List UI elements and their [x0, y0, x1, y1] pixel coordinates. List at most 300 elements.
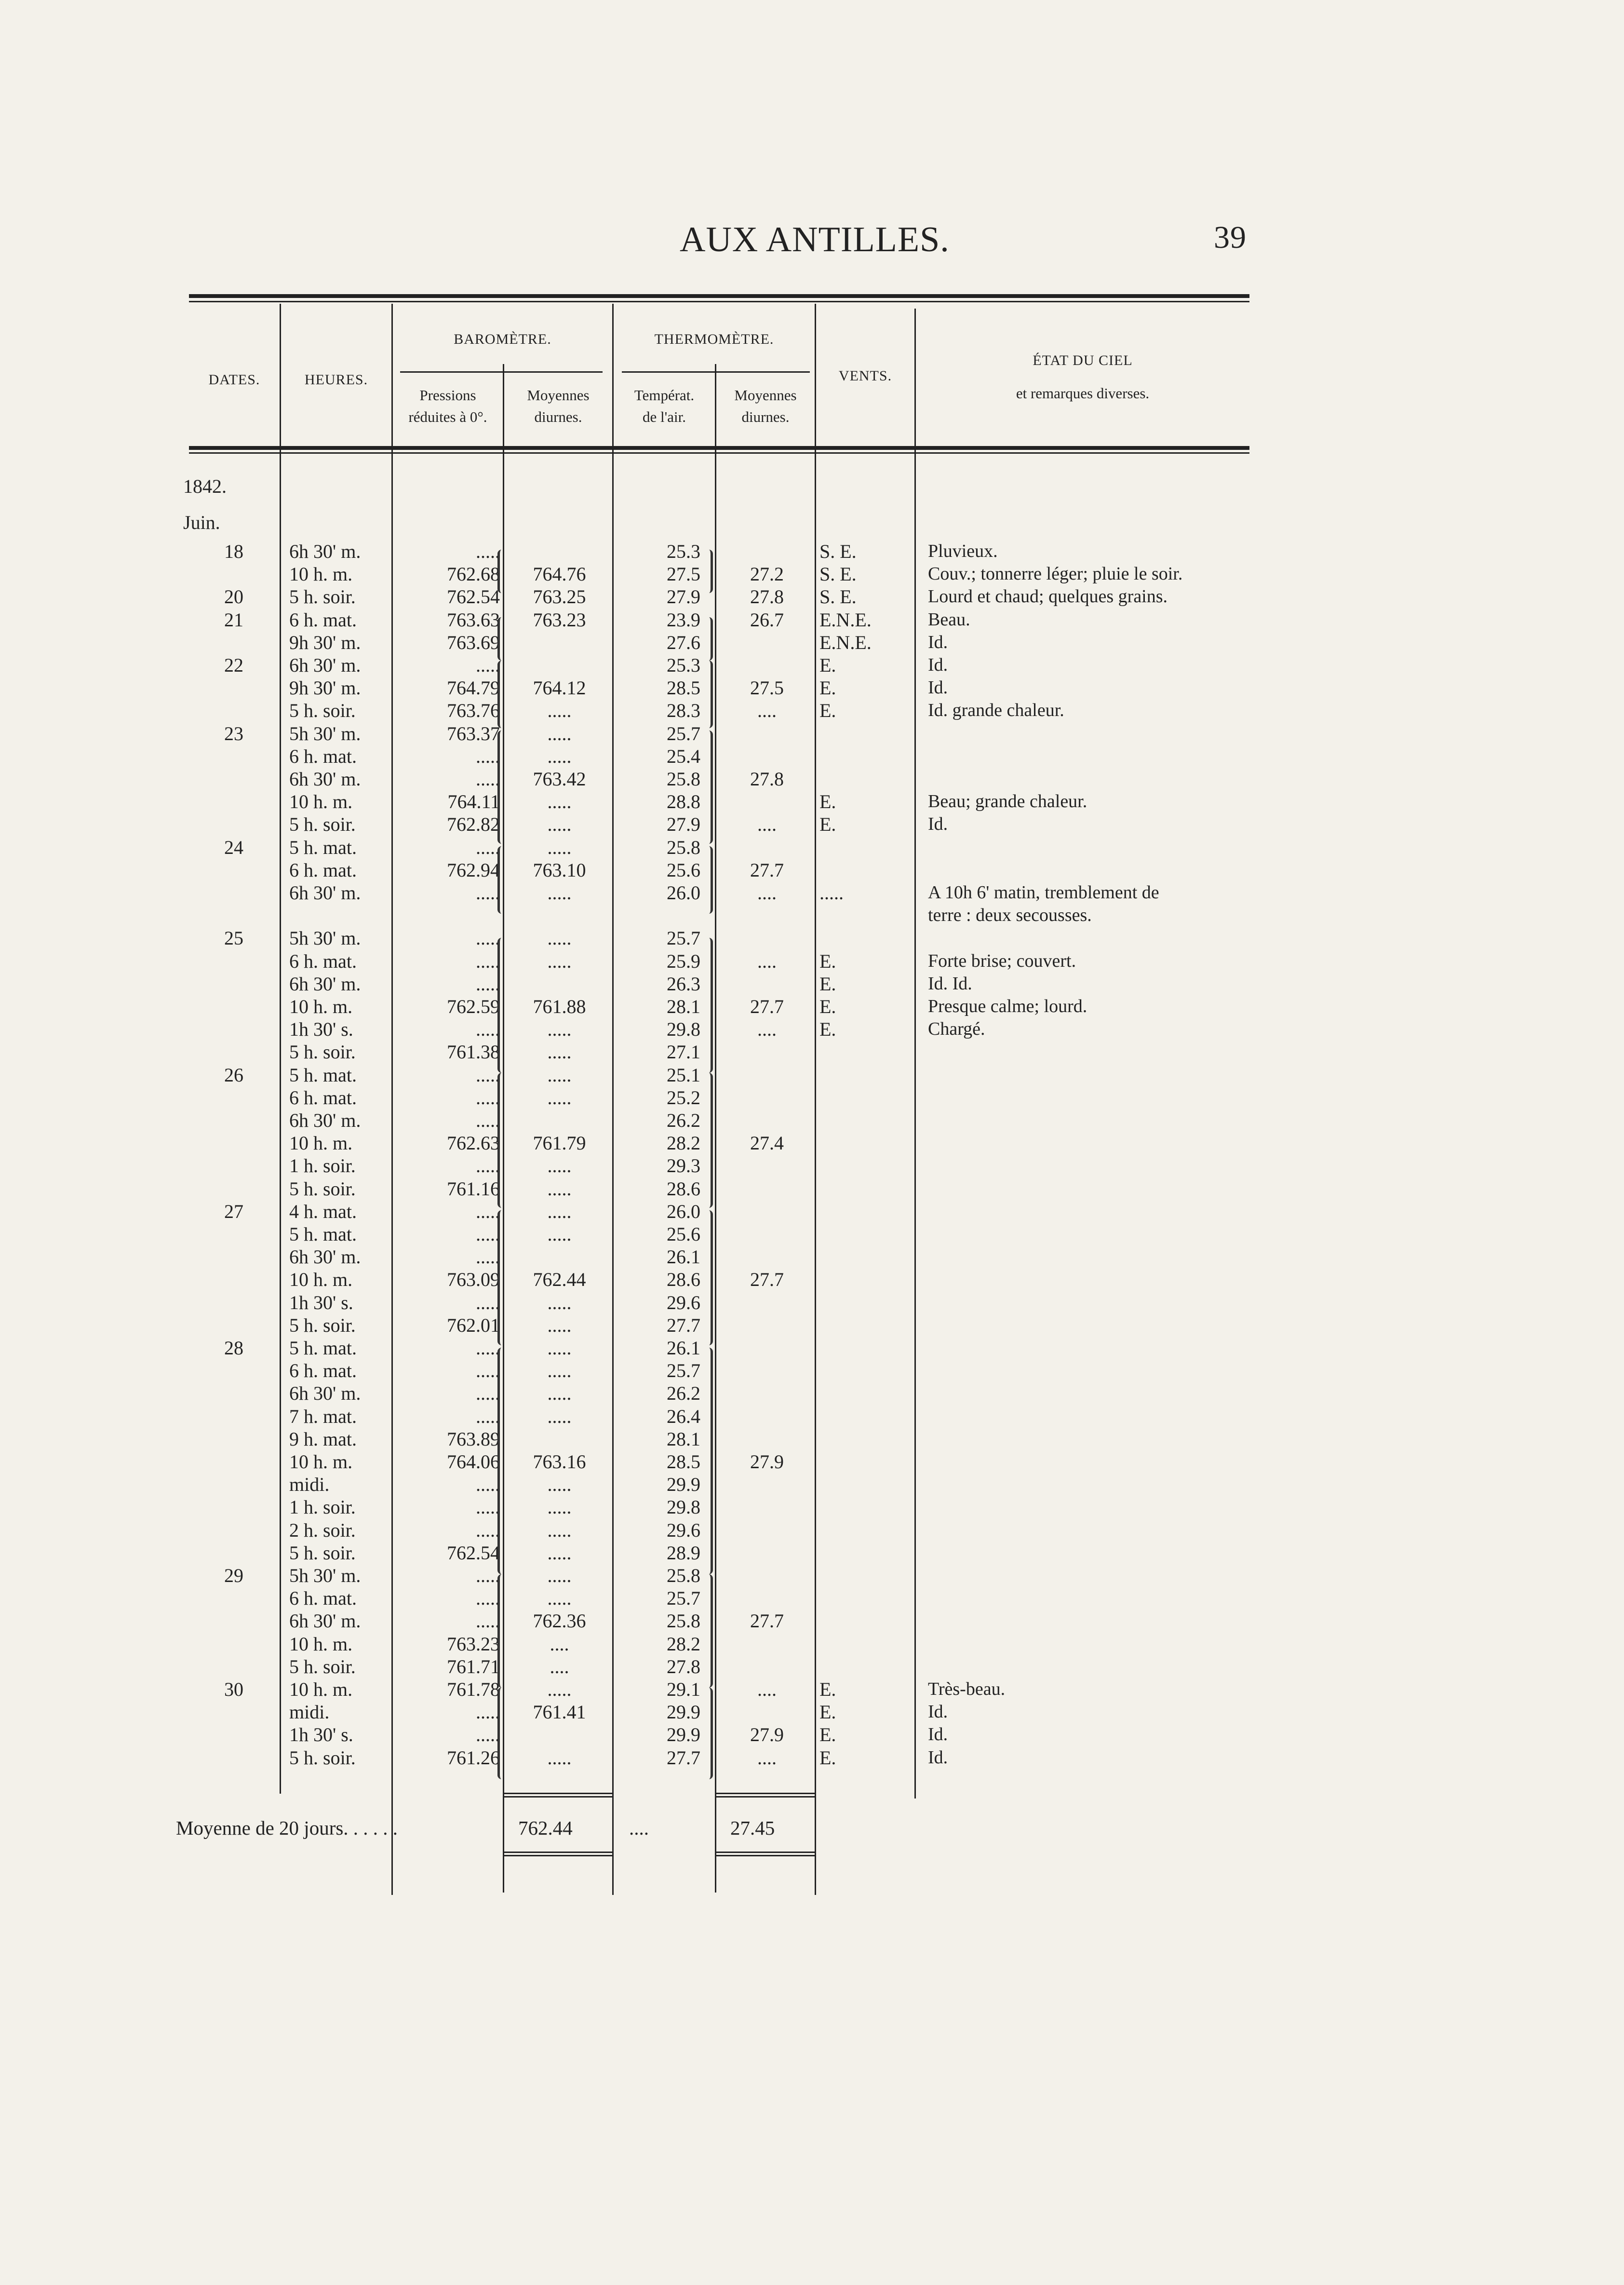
cell-hour: 1 h. soir. — [289, 1155, 356, 1177]
brace-group — [497, 617, 506, 661]
cell-state: Beau. — [928, 609, 970, 630]
cell-therm-mean: 27.7 — [750, 1269, 784, 1291]
cell-temp: 25.3 — [667, 654, 700, 676]
cell-wind: E. — [819, 1746, 836, 1769]
cell-temp: 25.7 — [667, 722, 700, 744]
cell-temp: 26.0 — [667, 1200, 700, 1222]
page-number: 39 — [1214, 220, 1247, 255]
cell-date: 24 — [224, 836, 243, 858]
cell-hour: 10 h. m. — [289, 1132, 353, 1154]
cell-temp: 25.6 — [667, 1223, 700, 1245]
cell-temp: 28.3 — [667, 700, 700, 722]
cell-temp: 25.8 — [667, 836, 700, 858]
cell-temp: 28.1 — [667, 1428, 700, 1450]
cell-state: Très-beau. — [928, 1679, 1006, 1699]
cell-hour: 10 h. m. — [289, 996, 353, 1017]
cell-pressure: 762.68 — [447, 563, 500, 585]
cell-hour: 6h 30' m. — [289, 654, 361, 676]
cell-baro-mean: ..... — [547, 882, 572, 904]
cell-pressure: 763.23 — [447, 1633, 500, 1655]
cell-therm-mean: .... — [757, 1678, 777, 1700]
brace-group — [497, 1210, 506, 1345]
footer-rule-baro-2 — [503, 1855, 612, 1856]
cell-wind: E. — [819, 1678, 836, 1700]
col-sep-2 — [391, 304, 393, 1895]
average-therm: 27.45 — [730, 1817, 775, 1839]
cell-hour: 10 h. m. — [289, 1633, 353, 1655]
cell-pressure: 763.09 — [447, 1269, 500, 1291]
cell-wind: S. E. — [819, 563, 857, 585]
cell-state: Couv.; tonnerre léger; pluie le soir. — [928, 564, 1183, 584]
cell-temp: 26.4 — [667, 1405, 700, 1427]
cell-temp: 25.4 — [667, 745, 700, 767]
cell-hour: 9h 30' m. — [289, 677, 361, 699]
cell-state: A 10h 6' matin, tremblement de — [928, 882, 1159, 903]
cell-temp: 29.6 — [667, 1291, 700, 1313]
cell-state: Id. — [928, 632, 948, 652]
brace-group — [497, 730, 506, 844]
cell-hour: 5h 30' m. — [289, 927, 361, 949]
cell-temp: 28.6 — [667, 1177, 700, 1200]
cell-temp: 25.1 — [667, 1064, 700, 1086]
cell-temp: 28.2 — [667, 1633, 700, 1655]
cell-wind: E. — [819, 700, 836, 722]
cell-temp: 27.9 — [667, 586, 700, 608]
col-sep-1 — [280, 304, 281, 1794]
cell-temp: 25.2 — [667, 1086, 700, 1109]
cell-state: Id. — [928, 1747, 948, 1768]
cell-wind: S. E. — [819, 541, 857, 562]
cell-date: 23 — [224, 722, 243, 744]
cell-baro-mean: ..... — [547, 1474, 572, 1496]
cell-pressure: ..... — [476, 1382, 500, 1405]
cell-pressure: 762.59 — [447, 996, 500, 1017]
cell-wind: E. — [819, 813, 836, 836]
cell-date: 30 — [224, 1678, 243, 1700]
cell-baro-mean: 762.44 — [533, 1269, 586, 1291]
cell-pressure: ..... — [476, 1337, 500, 1359]
cell-state: terre : deux secousses. — [928, 905, 1092, 926]
cell-state: Id. — [928, 1724, 948, 1745]
cell-hour: 5 h. mat. — [289, 836, 357, 858]
cell-baro-mean: ..... — [547, 1382, 572, 1405]
cell-baro-mean: ..... — [547, 1177, 572, 1200]
cell-baro-mean: 764.76 — [533, 563, 586, 585]
cell-temp: 25.7 — [667, 1587, 700, 1609]
cell-hour: 6 h. mat. — [289, 950, 357, 972]
cell-pressure: ..... — [476, 768, 500, 790]
average-baro: 762.44 — [518, 1817, 573, 1839]
cell-baro-mean: 764.12 — [533, 677, 586, 699]
cell-therm-mean: .... — [757, 950, 777, 972]
cell-hour: 5 h. soir. — [289, 700, 356, 722]
cell-temp: 29.3 — [667, 1155, 700, 1177]
cell-hour: 1 h. soir. — [289, 1496, 356, 1518]
cell-therm-mean: .... — [757, 1746, 777, 1769]
cell-hour: 4 h. mat. — [289, 1200, 357, 1222]
cell-hour: 6h 30' m. — [289, 1109, 361, 1131]
average-dots: .... — [629, 1817, 649, 1839]
cell-temp: 26.2 — [667, 1109, 700, 1131]
cell-hour: 6h 30' m. — [289, 1610, 361, 1632]
cell-hour: 5h 30' m. — [289, 722, 361, 744]
cell-hour: 1h 30' s. — [289, 1291, 353, 1313]
cell-date: 22 — [224, 654, 243, 676]
cell-wind: S. E. — [819, 586, 857, 608]
year-label: 1842. — [183, 475, 227, 497]
cell-pressure: ..... — [476, 1360, 500, 1382]
cell-pressure: 764.11 — [447, 791, 500, 813]
cell-temp: 25.7 — [667, 1360, 700, 1382]
cell-pressure: ..... — [476, 1565, 500, 1586]
header-etat-2: et remarques diverses. — [1016, 385, 1150, 402]
cell-pressure: ..... — [476, 654, 500, 676]
cell-baro-mean: 763.25 — [533, 586, 586, 608]
cell-wind: E. — [819, 973, 836, 995]
cell-temp: 29.8 — [667, 1018, 700, 1041]
cell-baro-mean: 763.23 — [533, 608, 586, 631]
cell-hour: 6 h. mat. — [289, 1587, 357, 1609]
cell-wind: ..... — [819, 882, 844, 904]
cell-hour: 5 h. soir. — [289, 1655, 356, 1677]
cell-therm-mean: .... — [757, 700, 777, 722]
cell-state: Lourd et chaud; quelques grains. — [928, 586, 1168, 607]
cell-pressure: ..... — [476, 1109, 500, 1131]
cell-therm-mean: 27.7 — [750, 859, 784, 881]
brace-group — [705, 661, 713, 728]
header-etat-1: ÉTAT DU CIEL — [1033, 352, 1133, 368]
cell-wind: E. — [819, 950, 836, 972]
cell-state: Forte brise; couvert. — [928, 950, 1076, 971]
cell-pressure: 762.94 — [447, 859, 500, 881]
header-thermometre: THERMOMÈTRE. — [654, 331, 774, 347]
cell-pressure: ..... — [476, 1587, 500, 1609]
cell-state: Id. Id. — [928, 973, 972, 994]
header-rule-thin — [189, 452, 1249, 454]
cell-wind: E. — [819, 791, 836, 813]
cell-therm-mean: 27.4 — [750, 1132, 784, 1154]
cell-hour: 1h 30' s. — [289, 1724, 353, 1746]
cell-baro-mean: ..... — [547, 1587, 572, 1609]
header-moy-baro-2: diurnes. — [534, 408, 582, 425]
cell-temp: 28.9 — [667, 1541, 700, 1564]
cell-baro-mean: .... — [550, 1633, 569, 1655]
cell-hour: 5 h. soir. — [289, 1541, 356, 1564]
cell-pressure: ..... — [476, 950, 500, 972]
cell-pressure: ..... — [476, 1018, 500, 1041]
cell-pressure: ..... — [476, 882, 500, 904]
summary-rule-therm-1 — [715, 1793, 815, 1794]
cell-wind: E. — [819, 996, 836, 1017]
cell-hour: midi. — [289, 1474, 330, 1496]
cell-baro-mean: 761.41 — [533, 1701, 586, 1723]
cell-wind: E. — [819, 1701, 836, 1723]
cell-hour: 5 h. soir. — [289, 1041, 356, 1063]
cell-pressure: ..... — [476, 1223, 500, 1245]
cell-baro-mean: 763.42 — [533, 768, 586, 790]
cell-pressure: ..... — [476, 1701, 500, 1723]
brace-group — [705, 1574, 713, 1688]
header-pressions-1: Pressions — [419, 387, 476, 404]
cell-hour: 6 h. mat. — [289, 745, 357, 767]
cell-hour: 1h 30' s. — [289, 1018, 353, 1041]
cell-hour: 6h 30' m. — [289, 541, 361, 562]
cell-hour: 5 h. soir. — [289, 813, 356, 836]
brace-group — [497, 661, 506, 728]
cell-hour: 6 h. mat. — [289, 608, 357, 631]
cell-temp: 23.9 — [667, 608, 700, 631]
brace-group — [705, 846, 713, 914]
cell-pressure: 762.01 — [447, 1314, 500, 1336]
cell-therm-mean: .... — [757, 813, 777, 836]
brace-group — [705, 1210, 713, 1345]
cell-hour: 10 h. m. — [289, 1678, 353, 1700]
cell-baro-mean: ..... — [547, 1496, 572, 1518]
cell-pressure: ..... — [476, 541, 500, 562]
cell-temp: 26.0 — [667, 882, 700, 904]
cell-baro-mean: 763.10 — [533, 859, 586, 881]
cell-temp: 27.9 — [667, 813, 700, 836]
cell-hour: 6 h. mat. — [289, 859, 357, 881]
cell-temp: 28.6 — [667, 1269, 700, 1291]
cell-baro-mean: ..... — [547, 700, 572, 722]
header-temp-1: Températ. — [634, 387, 695, 404]
cell-pressure: ..... — [476, 836, 500, 858]
cell-pressure: ..... — [476, 1405, 500, 1427]
cell-temp: 26.2 — [667, 1382, 700, 1405]
summary-rule-baro-2 — [503, 1796, 612, 1798]
month-label: Juin. — [183, 512, 220, 533]
cell-pressure: ..... — [476, 1291, 500, 1313]
header-moy-baro-1: Moyennes — [527, 387, 590, 404]
cell-hour: 6h 30' m. — [289, 1382, 361, 1405]
cell-temp: 27.5 — [667, 563, 700, 585]
cell-hour: 2 h. soir. — [289, 1519, 356, 1541]
cell-state: Id. — [928, 655, 948, 675]
cell-therm-mean: .... — [757, 1018, 777, 1041]
cell-baro-mean: ..... — [547, 1565, 572, 1586]
cell-hour: 6h 30' m. — [289, 973, 361, 995]
cell-baro-mean: ..... — [547, 813, 572, 836]
cell-temp: 27.7 — [667, 1746, 700, 1769]
header-moy-therm-2: diurnes. — [741, 408, 790, 425]
cell-baro-mean: ..... — [547, 927, 572, 949]
cell-pressure: 761.38 — [447, 1041, 500, 1063]
cell-pressure: 761.16 — [447, 1177, 500, 1200]
brace-group — [497, 550, 506, 593]
cell-baro-mean: ..... — [547, 745, 572, 767]
cell-temp: 25.6 — [667, 859, 700, 881]
cell-pressure: 762.82 — [447, 813, 500, 836]
summary-rule-therm-2 — [715, 1796, 815, 1798]
cell-therm-mean: 27.8 — [750, 768, 784, 790]
cell-pressure: ..... — [476, 1724, 500, 1746]
cell-baro-mean: ..... — [547, 1541, 572, 1564]
cell-baro-mean: 761.88 — [533, 996, 586, 1017]
cell-baro-mean: ..... — [547, 1041, 572, 1063]
col-sep-6 — [815, 304, 816, 1895]
cell-hour: 10 h. m. — [289, 791, 353, 813]
brace-group — [705, 1348, 713, 1574]
cell-wind: E. — [819, 1018, 836, 1041]
cell-pressure: ..... — [476, 1200, 500, 1222]
cell-state: Id. — [928, 677, 948, 698]
cell-baro-mean: ..... — [547, 1405, 572, 1427]
cell-hour: 7 h. mat. — [289, 1405, 357, 1427]
header-rule-thick — [189, 446, 1249, 450]
cell-baro-mean: ..... — [547, 1746, 572, 1769]
header-temp-2: de l'air. — [643, 408, 686, 425]
cell-therm-mean: 27.7 — [750, 996, 784, 1017]
header-pressions-2: réduites à 0°. — [408, 408, 487, 425]
cell-baro-mean: ..... — [547, 1018, 572, 1041]
header-vents: VENTS. — [838, 368, 892, 384]
header-barometre: BAROMÈTRE. — [454, 331, 551, 347]
header-moy-therm-1: Moyennes — [734, 387, 797, 404]
cell-date: 18 — [224, 541, 243, 562]
cell-temp: 26.3 — [667, 973, 700, 995]
cell-pressure: ..... — [476, 1496, 500, 1518]
cell-pressure: ..... — [476, 1086, 500, 1109]
cell-temp: 29.8 — [667, 1496, 700, 1518]
cell-hour: 5 h. soir. — [289, 586, 356, 608]
cell-date: 25 — [224, 927, 243, 949]
cell-wind: E.N.E. — [819, 631, 872, 653]
cell-pressure: 761.71 — [447, 1655, 500, 1677]
cell-pressure: ..... — [476, 1155, 500, 1177]
cell-temp: 28.5 — [667, 677, 700, 699]
cell-pressure: ..... — [476, 1610, 500, 1632]
footer-rule-therm-2 — [715, 1855, 815, 1856]
cell-baro-mean: 762.36 — [533, 1610, 586, 1632]
col-sep-4 — [612, 304, 614, 1895]
baro-group-rule — [400, 371, 603, 373]
cell-wind: E. — [819, 654, 836, 676]
cell-hour: midi. — [289, 1701, 330, 1723]
cell-baro-mean: ..... — [547, 722, 572, 744]
cell-baro-mean: 763.16 — [533, 1451, 586, 1473]
cell-pressure: ..... — [476, 745, 500, 767]
cell-temp: 29.1 — [667, 1678, 700, 1700]
brace-group — [705, 730, 713, 844]
footer-rule-therm-1 — [715, 1852, 815, 1853]
brace-group — [705, 1688, 713, 1779]
cell-baro-mean: ..... — [547, 1064, 572, 1086]
cell-pressure: 764.06 — [447, 1451, 500, 1473]
cell-pressure: 761.78 — [447, 1678, 500, 1700]
col-sep-5 — [715, 364, 716, 1893]
cell-state: Id. — [928, 1702, 948, 1722]
cell-temp: 28.2 — [667, 1132, 700, 1154]
cell-therm-mean: 27.8 — [750, 586, 784, 608]
cell-temp: 26.1 — [667, 1246, 700, 1268]
cell-date: 27 — [224, 1200, 243, 1222]
cell-pressure: 762.54 — [447, 586, 500, 608]
cell-baro-mean: 761.79 — [533, 1132, 586, 1154]
cell-hour: 5 h. soir. — [289, 1177, 356, 1200]
cell-temp: 25.8 — [667, 1610, 700, 1632]
cell-pressure: 762.63 — [447, 1132, 500, 1154]
cell-pressure: 763.69 — [447, 631, 500, 653]
cell-temp: 25.7 — [667, 927, 700, 949]
cell-hour: 5 h. soir. — [289, 1314, 356, 1336]
cell-temp: 29.9 — [667, 1724, 700, 1746]
brace-group — [705, 550, 713, 593]
cell-temp: 27.6 — [667, 631, 700, 653]
cell-pressure: 761.26 — [447, 1746, 500, 1769]
cell-pressure: ..... — [476, 1246, 500, 1268]
cell-baro-mean: ..... — [547, 1519, 572, 1541]
cell-pressure: ..... — [476, 1064, 500, 1086]
cell-baro-mean: ..... — [547, 1678, 572, 1700]
cell-baro-mean: ..... — [547, 836, 572, 858]
brace-group — [497, 938, 506, 1073]
cell-therm-mean: 27.7 — [750, 1610, 784, 1632]
cell-pressure: 764.79 — [447, 677, 500, 699]
cell-date: 29 — [224, 1565, 243, 1586]
col-sep-7 — [914, 309, 916, 1798]
cell-hour: 5h 30' m. — [289, 1565, 361, 1586]
cell-baro-mean: ..... — [547, 1086, 572, 1109]
cell-hour: 6 h. mat. — [289, 1360, 357, 1382]
cell-pressure: ..... — [476, 973, 500, 995]
header-heures: HEURES. — [304, 372, 368, 388]
cell-temp: 25.8 — [667, 1565, 700, 1586]
cell-baro-mean: ..... — [547, 1337, 572, 1359]
brace-group — [705, 617, 713, 661]
cell-temp: 27.8 — [667, 1655, 700, 1677]
cell-baro-mean: .... — [550, 1655, 569, 1677]
cell-temp: 28.8 — [667, 791, 700, 813]
cell-state: Id. grande chaleur. — [928, 700, 1064, 721]
cell-baro-mean: ..... — [547, 950, 572, 972]
average-label: Moyenne de 20 jours. . . . . . — [176, 1817, 398, 1839]
cell-pressure: 763.89 — [447, 1428, 500, 1450]
cell-state: Beau; grande chaleur. — [928, 791, 1087, 812]
cell-hour: 10 h. m. — [289, 563, 353, 585]
cell-date: 26 — [224, 1064, 243, 1086]
running-title: AUX ANTILLES. — [680, 220, 950, 259]
cell-temp: 25.9 — [667, 950, 700, 972]
cell-state: Id. — [928, 814, 948, 835]
brace-group — [705, 938, 713, 1073]
brace-group — [497, 846, 506, 914]
cell-date: 20 — [224, 586, 243, 608]
cell-hour: 10 h. m. — [289, 1451, 353, 1473]
cell-temp: 26.1 — [667, 1337, 700, 1359]
cell-pressure: ..... — [476, 1474, 500, 1496]
brace-group — [497, 1574, 506, 1688]
cell-temp: 27.7 — [667, 1314, 700, 1336]
summary-rule-baro-1 — [503, 1793, 612, 1794]
cell-therm-mean: 27.9 — [750, 1451, 784, 1473]
cell-hour: 9 h. mat. — [289, 1428, 357, 1450]
cell-pressure: ..... — [476, 927, 500, 949]
cell-pressure: 763.37 — [447, 722, 500, 744]
cell-hour: 5 h. mat. — [289, 1223, 357, 1245]
cell-temp: 29.9 — [667, 1474, 700, 1496]
header-dates: DATES. — [208, 372, 260, 388]
cell-baro-mean: ..... — [547, 791, 572, 813]
cell-hour: 5 h. mat. — [289, 1064, 357, 1086]
brace-group — [497, 1688, 506, 1779]
cell-wind: E. — [819, 677, 836, 699]
cell-hour: 5 h. soir. — [289, 1746, 356, 1769]
cell-pressure: 762.54 — [447, 1541, 500, 1564]
cell-baro-mean: ..... — [547, 1360, 572, 1382]
cell-temp: 25.3 — [667, 541, 700, 562]
brace-group — [497, 1073, 506, 1208]
